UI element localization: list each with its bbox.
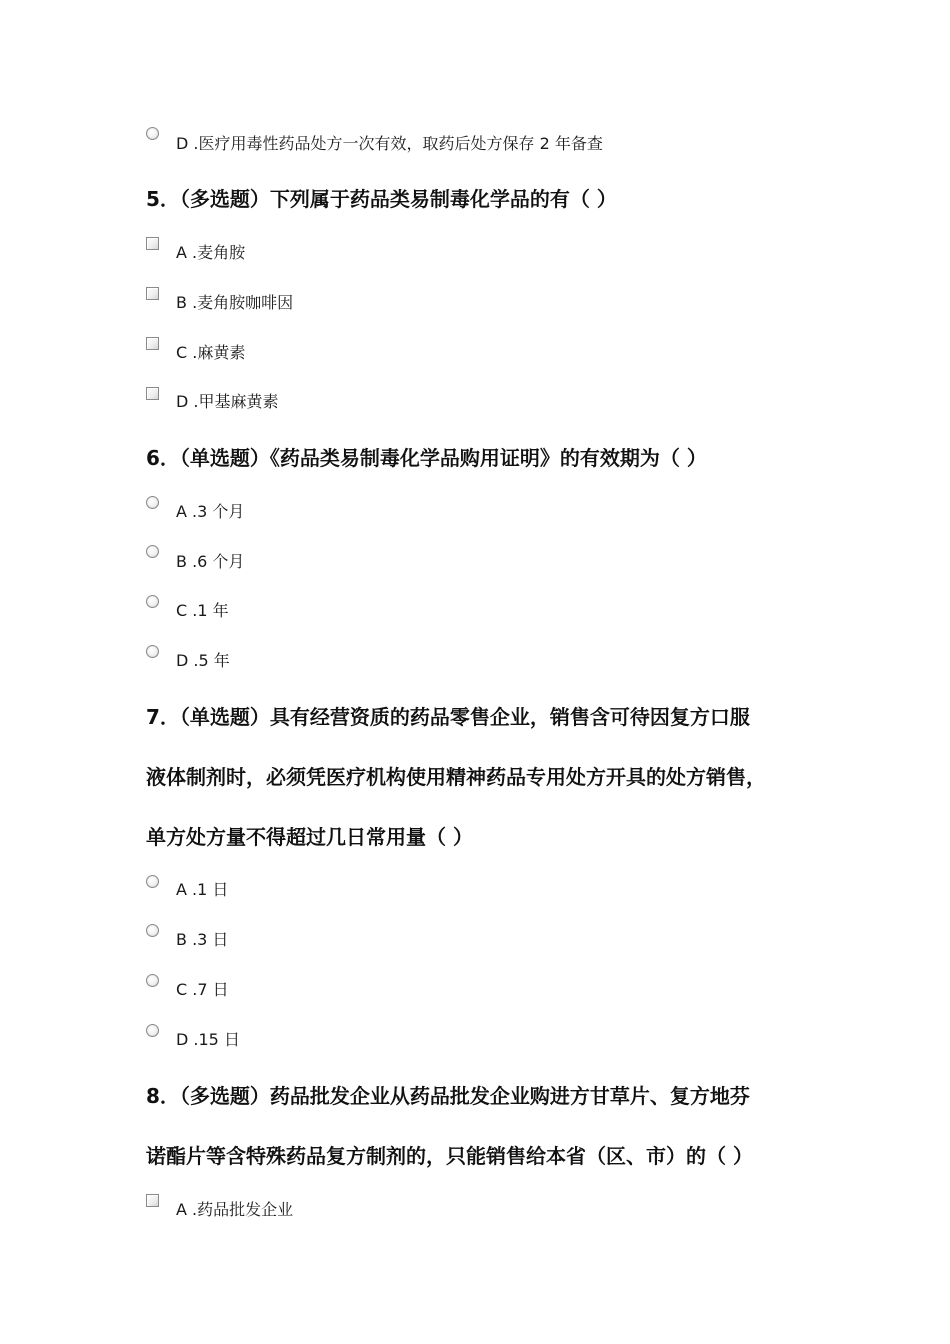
option-label: A .药品批发企业: [176, 1200, 294, 1219]
option-checkbox[interactable]: [146, 287, 159, 300]
option-checkbox[interactable]: [146, 1194, 159, 1207]
option-radio[interactable]: [146, 545, 159, 558]
option-radio[interactable]: [146, 875, 159, 888]
option-label: D .15 日: [176, 1030, 240, 1049]
option-label: B .麦角胺咖啡因: [176, 293, 294, 312]
option-radio[interactable]: [146, 924, 159, 937]
option-checkbox[interactable]: [146, 387, 159, 400]
option-label: C .1 年: [176, 601, 229, 620]
option-label: A .麦角胺: [176, 243, 246, 262]
option-label: B .6 个月: [176, 552, 245, 571]
option-checkbox[interactable]: [146, 337, 159, 350]
option-radio[interactable]: [146, 1024, 159, 1037]
question-title: 8．（多选题）药品批发企业从药品批发企业购进方甘草片、复方地芬: [146, 1084, 750, 1108]
option-label: D .5 年: [176, 651, 230, 670]
option-label: D .医疗用毒性药品处方一次有效，取药后处方保存 2 年备查: [176, 134, 603, 153]
option-label: A .3 个月: [176, 502, 245, 521]
option-radio[interactable]: [146, 127, 159, 140]
question-title: 诺酯片等含特殊药品复方制剂的，只能销售给本省（区、市）的（ ）: [146, 1144, 753, 1168]
option-label: C .7 日: [176, 980, 229, 999]
question-title: 5．（多选题）下列属于药品类易制毒化学品的有（ ）: [146, 187, 617, 211]
option-checkbox[interactable]: [146, 237, 159, 250]
option-radio[interactable]: [146, 496, 159, 509]
option-label: A .1 日: [176, 880, 229, 899]
option-radio[interactable]: [146, 974, 159, 987]
question-title: 7．（单选题）具有经营资质的药品零售企业，销售含可待因复方口服: [146, 705, 750, 729]
option-radio[interactable]: [146, 645, 159, 658]
option-label: D .甲基麻黄素: [176, 392, 279, 411]
option-label: B .3 日: [176, 930, 229, 949]
question-title: 液体制剂时，必须凭医疗机构使用精神药品专用处方开具的处方销售，: [146, 765, 766, 789]
question-title: 单方处方量不得超过几日常用量（ ）: [146, 825, 473, 849]
question-title: 6．（单选题）《药品类易制毒化学品购用证明》的有效期为（ ）: [146, 446, 707, 470]
option-radio[interactable]: [146, 595, 159, 608]
option-label: C .麻黄素: [176, 343, 246, 362]
